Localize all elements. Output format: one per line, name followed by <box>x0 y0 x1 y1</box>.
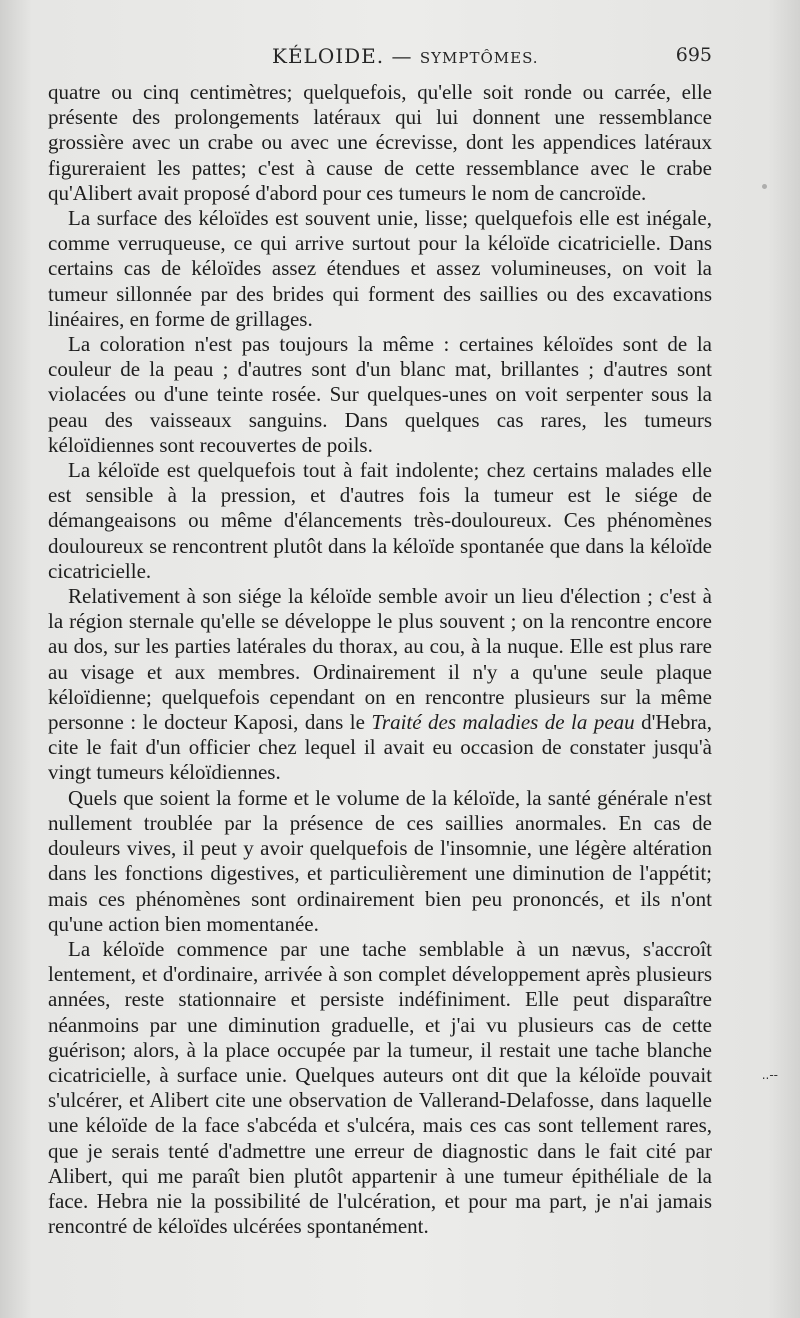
paragraph-text: La surface des kéloïdes est souvent unie, lisse; quelquefois elle est inégale, comme verruqueuse, ce qui arrive surtout pour la kéloïde cicatricielle. Dans certains cas de kéloïdes assez étendues et assez volumineuses, on voit la tumeur sillonnée par des brides qui forment des saillies ou des excavations linéaires, en forme de grillages. <box>48 206 712 331</box>
paragraph <box>48 584 712 786</box>
paragraph-text: La kéloïde est quelquefois tout à fait indolente; chez certains malades elle est sensible à la pression, et d'autres fois la tumeur est le siége de démangeaisons ou même d'élancements très-douloureux. Ces phénomènes douloureux se rencontrent plutôt dans la kéloïde spontanée que dans la kéloïde cicatricielle. <box>48 458 712 583</box>
paragraph-text: d'Hebra, cite le fait d'un officier chez lequel il avait eu occasion de constater jusqu'à vingt tumeurs kéloïdiennes. <box>48 710 712 785</box>
running-header <box>48 44 712 74</box>
running-title-main: KÉLOIDE. — <box>272 44 413 68</box>
italic-title: Traité des maladies de la peau <box>371 710 635 735</box>
paragraph <box>48 786 712 937</box>
ink-speck <box>762 184 767 189</box>
paragraph <box>48 937 712 1239</box>
paragraph-text: quatre ou cinq centimètres; quelquefois, qu'elle soit ronde ou carrée, elle présente des prolongements latéraux qui lui donnent une ressemblance grossière avec un crabe ou avec une écrevisse, dont les appendices latéraux figureraient les pattes; c'est à cause de cette ressemblance avec le crabe qu'Alibert avait proposé d'abord pour ces tumeurs le nom de cancroïde. <box>48 80 712 205</box>
paragraph <box>48 206 712 332</box>
paragraph <box>48 332 712 458</box>
body-text <box>48 80 712 1239</box>
paragraph <box>48 80 712 206</box>
running-title <box>272 44 539 68</box>
paragraph-text: La coloration n'est pas toujours la même : certaines kéloïdes sont de la couleur de la peau ; d'autres sont d'un blanc mat, brillantes ; d'autres sont violacées ou d'une teinte rosée. Sur quelques-unes on voit serpenter sous la peau des vaisseaux sanguins. Dans quelques cas rares, les tumeurs kéloïdiennes sont recouvertes de poils. <box>48 332 712 457</box>
paragraph-text: Quels que soient la forme et le volume de la kéloïde, la santé générale n'est nullement troublée par la présence de ces saillies anormales. En cas de douleurs vives, il peut y avoir quelquefois de l'insomnie, une légère altération dans les fonctions digestives, et particulièrement une diminution de l'appétit; mais ces phénomènes sont ordinairement bien peu prononcés, et ils n'ont qu'une action bien momentanée. <box>48 785 712 936</box>
margin-mark: ..-- <box>761 1068 778 1082</box>
page-number: 695 <box>675 44 712 66</box>
running-title-section: SYMPTÔMES. <box>419 49 539 67</box>
paragraph-text: La kéloïde commence par une tache semblable à un nævus, s'accroît lentement, et d'ordinaire, arrivée à son complet développement après plusieurs années, reste stationnaire et persiste indéfiniment. Elle peut disparaître néanmoins par une diminution graduelle, et j'ai vu plusieurs cas de cette guérison; alors, à la place occupée par la tumeur, il restait une tache blanche cicatricielle, à surface unie. Quelques auteurs ont dit que la kéloïde pouvait s'ulcérer, et Alibert cite une observation de Vallerand-Delafosse, dans laquelle une kéloïde de la face s'abcéda et s'ulcéra, mais ces cas sont tellement rares, que je serais tenté d'admettre une erreur de diagnostic dans le fait cité par Alibert, qui me paraît bien plutôt appartenir à une tumeur épithéliale de la face. Hebra nie la possibilité de l'ulcération, et pour ma part, je n'ai jamais rencontré de kéloïdes ulcérées spontanément. <box>48 936 712 1239</box>
paragraph <box>48 458 712 584</box>
paragraph-text: Relativement à son siége la kéloïde semble avoir un lieu d'élection ; c'est à la région sternale qu'elle se développe le plus souvent ; on la rencontre encore au dos, sur les parties latérales du thorax, au cou, à la nuque. Elle est plus rare au visage et aux membres. Ordinairement il n'y a qu'une seule plaque kéloïdienne; quelquefois cependant on en rencontre plusieurs sur la même personne : le docteur Kaposi, dans le <box>48 584 712 735</box>
